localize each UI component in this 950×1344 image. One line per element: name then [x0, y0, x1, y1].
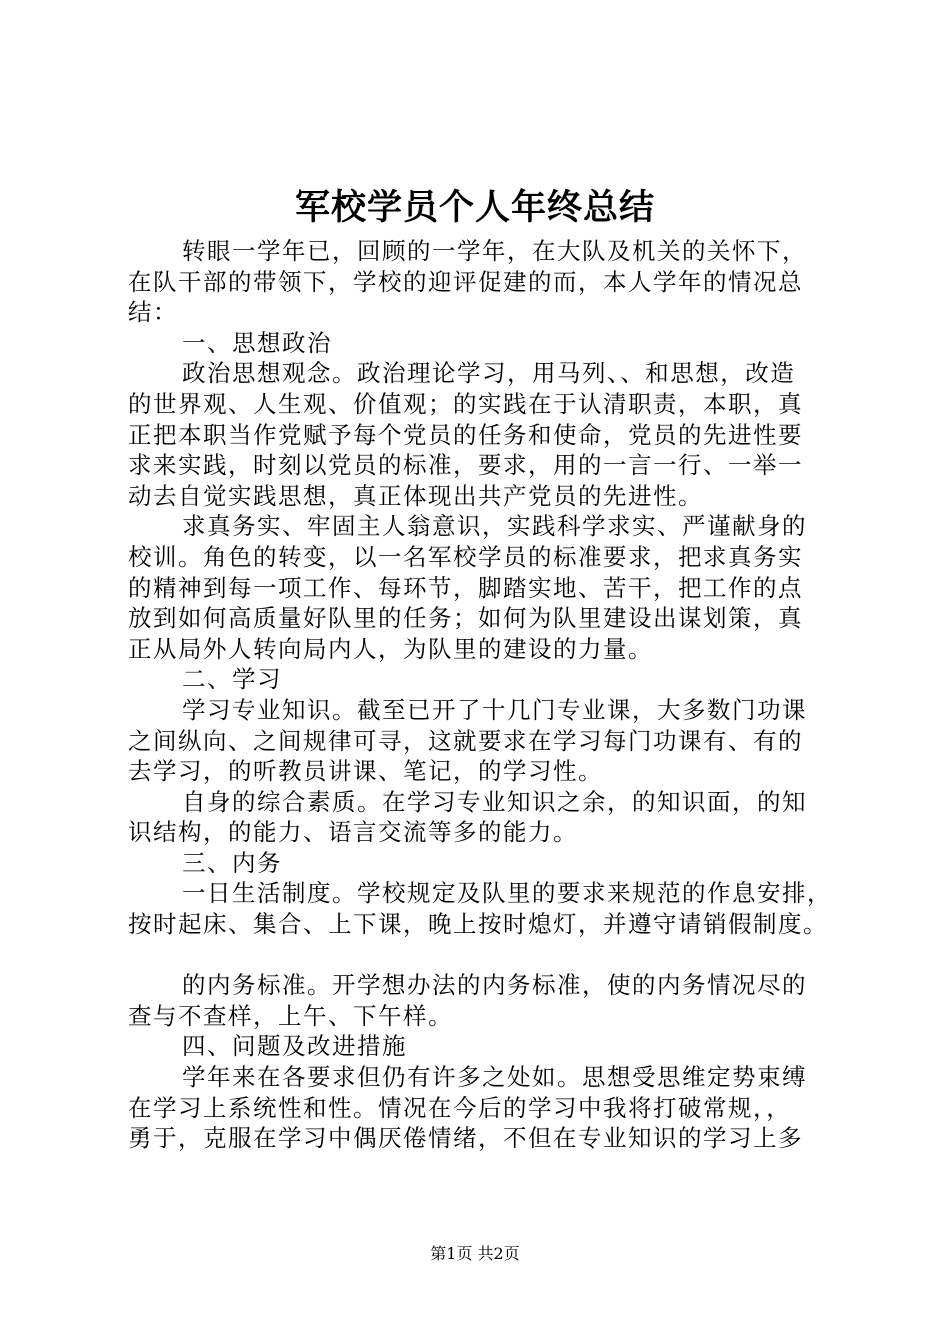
paragraph-line: 一日生活制度。学校规定及队里的要求来规范的作息安排， — [182, 879, 832, 908]
section-heading: 二、学习 — [182, 665, 282, 694]
paragraph-line: 按时起床、集合、上下课，晚上按时熄灯，并遵守请销假制度。 — [128, 910, 828, 939]
paragraph-line: 转眼一学年已，回顾的一学年，在大队及机关的关怀下， — [182, 237, 807, 265]
paragraph-line: 去学习，的听教员讲课、笔记，的学习性。 — [128, 757, 603, 786]
paragraph-line: 学习专业知识。截至已开了十几门专业课，大多数门功课 — [182, 695, 807, 724]
document-body — [128, 236, 853, 1154]
paragraph-line: 学年来在各要求但仍有许多之处如。思想受思维定势束缚 — [182, 1063, 807, 1092]
paragraph-line: 的精神到每一项工作、每环节，脚踏实地、苦干，把工作的点 — [128, 573, 803, 602]
document-title: 军校学员个人年终总结 — [294, 187, 655, 228]
paragraph-line: 求真务实、牢固主人翁意识，实践科学求实、严谨献身的 — [182, 512, 807, 541]
paragraph-line: 求来实践，时刻以党员的标准，要求，用的一言一行、一举一 — [128, 451, 803, 480]
paragraph-line: 识结构，的能力、语言交流等多的能力。 — [128, 818, 578, 847]
section-heading: 一、思想政治 — [182, 328, 332, 357]
paragraph-line: 政治思想观念。政治理论学习，用马列、、和思想，改造 — [182, 359, 796, 388]
paragraph-line: 在学习上系统性和性。情况在今后的学习中我将打破常规，， — [128, 1093, 792, 1122]
paragraph-line: 结： — [128, 298, 178, 327]
paragraph-line: 校训。角色的转变，以一名军校学员的标准要求，把求真务实 — [128, 542, 803, 571]
section-heading: 四、问题及改进措施 — [182, 1032, 407, 1061]
page-number-footer: 第1页 共2页 — [430, 1244, 520, 1263]
paragraph-line: 勇于，克服在学习中偶厌倦情绪，不但在专业知识的学习上多 — [128, 1124, 803, 1153]
section-heading: 三、内务 — [182, 848, 282, 877]
paragraph-line: 正把本职当作党赋予每个党员的任务和使命，党员的先进性要 — [128, 420, 803, 449]
paragraph-line: 自身的综合素质。在学习专业知识之余，的知识面，的知 — [182, 787, 807, 816]
blank-line — [128, 940, 853, 971]
paragraph-line: 在队干部的带领下，学校的迎评促建的而，本人学年的情况总 — [128, 267, 803, 296]
paragraph-line: 正从局外人转向局内人，为队里的建设的力量。 — [128, 634, 653, 663]
paragraph-line: 之间纵向、之间规律可寻，这就要求在学习每门功课有、有的 — [128, 726, 803, 755]
paragraph-line: 放到如何高质量好队里的任务；如何为队里建设出谋划策，真 — [128, 604, 803, 633]
paragraph-line: 动去自觉实践思想，真正体现出共产党员的先进性。 — [128, 481, 703, 510]
paragraph-line: 的世界观、人生观、价值观；的实践在于认清职责，本职，真 — [128, 389, 803, 418]
paragraph-line: 的内务标准。开学想办法的内务标准，使的内务情况尽的 — [182, 971, 807, 1000]
paragraph-line: 查与不查样，上午、下午样。 — [128, 1001, 453, 1030]
